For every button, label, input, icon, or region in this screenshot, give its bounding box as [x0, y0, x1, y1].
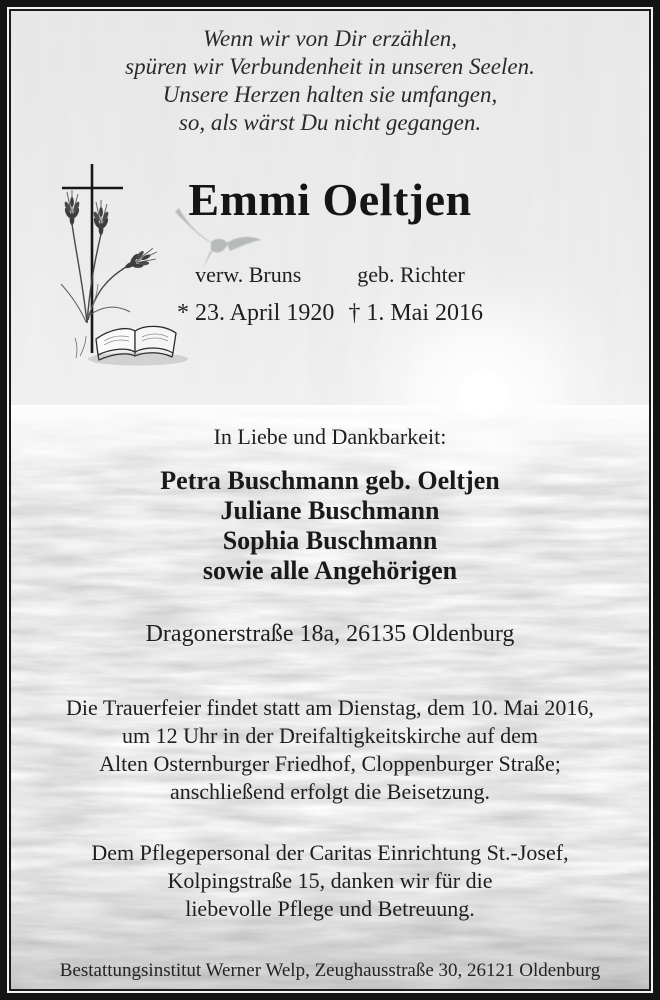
widowed-name: verw. Bruns: [195, 262, 302, 287]
funeral-info-line: um 12 Uhr in der Dreifaltigkeitskirche auf dem: [121, 723, 539, 748]
funeral-info: [11, 694, 649, 806]
deceased-name: Emmi Oeltjen: [188, 174, 472, 225]
thanks-note: [11, 839, 649, 923]
mourners-list: [11, 466, 649, 586]
mourner-name: Petra Buschmann geb. Oeltjen: [160, 466, 500, 495]
funeral-info-line: Die Trauerfeier findet statt am Dienstag, dem 10. Mai 2016,: [66, 695, 594, 720]
mourner-name: Sophia Buschmann: [222, 526, 438, 555]
opening-verse: [11, 25, 649, 137]
notice-inner-frame: [9, 9, 651, 991]
mourner-name: Juliane Buschmann: [220, 496, 440, 525]
verse-line: Wenn wir von Dir erzählen,: [202, 26, 458, 51]
funeral-home-line: Bestattungsinstitut Werner Welp, Zeughausstraße 30, 26121 Oldenburg: [59, 960, 601, 981]
birth-name: geb. Richter: [357, 262, 465, 287]
funeral-info-line: Alten Osternburger Friedhof, Cloppenburger Straße;: [99, 751, 561, 776]
mourner-name: sowie alle Angehörigen: [202, 556, 458, 585]
frame-pinstripe: [7, 7, 653, 993]
name-details-row: [11, 262, 649, 288]
verse-line: spüren wir Verbundenheit in unseren Seelen.: [125, 54, 535, 79]
thanks-line: liebevolle Pflege und Betreuung.: [185, 896, 475, 921]
verse-line: Unsere Herzen halten sie umfangen,: [162, 82, 498, 107]
thanks-line: Kolpingstraße 15, danken wir für die: [167, 868, 493, 893]
birth-date: * 23. April 1920: [176, 300, 335, 326]
death-date: † 1. Mai 2016: [348, 300, 483, 326]
mourners-intro: In Liebe und Dankbarkeit:: [213, 424, 447, 449]
thanks-line: Dem Pflegepersonal der Caritas Einrichtung St.-Josef,: [91, 840, 569, 865]
mourners-address: Dragonerstraße 18a, 26135 Oldenburg: [145, 621, 515, 647]
verse-line: so, als wärst Du nicht gegangen.: [178, 110, 482, 135]
life-dates-row: [11, 299, 649, 327]
funeral-info-line: anschließend erfolgt die Beisetzung.: [169, 779, 491, 804]
